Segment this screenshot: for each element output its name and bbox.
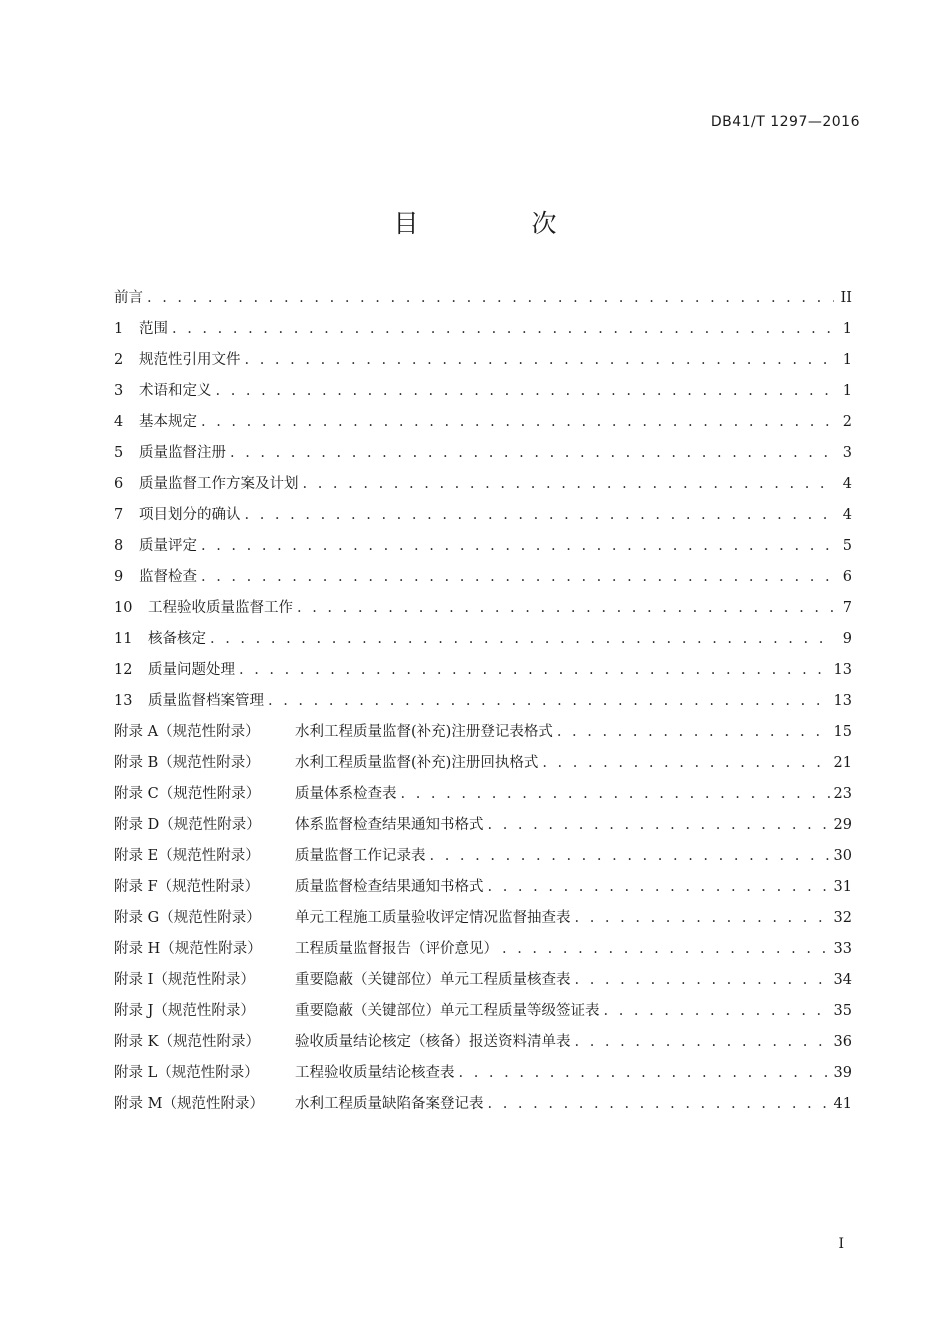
appendix-label: 附录 M（规范性附录）	[114, 1096, 264, 1112]
toc-entry-10[interactable]	[114, 596, 852, 627]
toc-entry-page: 15	[833, 724, 852, 740]
toc-leader-dots	[201, 569, 834, 585]
toc-entry-7[interactable]	[114, 503, 852, 534]
toc-leader-dots	[401, 786, 830, 802]
toc-entry-page: 3	[842, 445, 852, 461]
toc-entry-page: 4	[842, 507, 852, 523]
toc-entry-page: 13	[833, 662, 852, 678]
toc-entry-page: 1	[842, 383, 852, 399]
toc-entry-page: 4	[842, 476, 852, 492]
toc-leader-dots	[575, 1034, 830, 1050]
appendix-label: 附录 L（规范性附录）	[114, 1065, 259, 1081]
toc-entry-11[interactable]	[114, 627, 852, 658]
appendix-label: 附录 B（规范性附录）	[114, 755, 260, 771]
toc-appendix-e[interactable]	[114, 844, 852, 875]
toc-leader-dots	[502, 941, 830, 957]
toc-entry-number: 5	[114, 445, 124, 461]
toc-entry-number: 12	[114, 662, 133, 678]
toc-leader-dots	[488, 879, 830, 895]
toc-leader-dots	[201, 414, 834, 430]
toc-leader-dots	[303, 476, 835, 492]
appendix-label: 附录 G（规范性附录）	[114, 910, 261, 926]
toc-entry-number: 1	[114, 321, 124, 337]
toc-leader-dots	[245, 507, 835, 523]
toc-entry-page: 6	[842, 569, 852, 585]
appendix-label: 附录 D（规范性附录）	[114, 817, 261, 833]
toc-appendix-k[interactable]	[114, 1030, 852, 1061]
appendix-title: 单元工程施工质量验收评定情况监督抽查表	[295, 910, 571, 926]
toc-entry-page: 1	[842, 321, 852, 337]
toc-leader-dots	[147, 290, 834, 306]
toc-leader-dots	[542, 755, 829, 771]
toc-entry-number: 7	[114, 507, 124, 523]
toc-entry-title: 规范性引用文件	[139, 352, 241, 368]
appendix-title: 质量监督检查结果通知书格式	[295, 879, 484, 895]
toc-entry-page: 1	[842, 352, 852, 368]
appendix-label: 附录 I（规范性附录）	[114, 972, 255, 988]
toc-entry-number: 9	[114, 569, 124, 585]
toc-entry-page: 30	[833, 848, 852, 864]
appendix-label: 附录 C（规范性附录）	[114, 786, 261, 802]
toc-entry-page: 13	[833, 693, 852, 709]
toc-entry-page: II	[840, 290, 852, 306]
toc-entry-number: 8	[114, 538, 124, 554]
toc-title: 目 次	[393, 209, 601, 238]
toc-entry-title: 质量评定	[139, 538, 197, 554]
toc-leader-dots	[575, 910, 830, 926]
toc-entry-9[interactable]	[114, 565, 852, 596]
appendix-label: 附录 A（规范性附录）	[114, 724, 260, 740]
appendix-title: 工程验收质量结论核查表	[295, 1065, 455, 1081]
toc-entry-number: 11	[114, 631, 133, 647]
toc-leader-dots	[230, 445, 834, 461]
toc-entry-page: 34	[833, 972, 852, 988]
toc-entry-page: 32	[833, 910, 852, 926]
toc-appendix-i[interactable]	[114, 968, 852, 999]
appendix-label: 附录 J（规范性附录）	[114, 1003, 255, 1019]
appendix-label: 附录 E（规范性附录）	[114, 848, 260, 864]
toc-entry-number: 2	[114, 352, 124, 368]
toc-entry-page: 2	[842, 414, 852, 430]
toc-entry-page: 33	[833, 941, 852, 957]
toc-appendix-c[interactable]	[114, 782, 852, 813]
toc-appendix-m[interactable]	[114, 1092, 852, 1123]
toc-entry-13[interactable]	[114, 689, 852, 720]
toc-entry-number: 13	[114, 693, 133, 709]
toc-entry-page: 29	[833, 817, 852, 833]
appendix-title: 水利工程质量监督(补充)注册回执格式	[295, 755, 539, 771]
toc-appendix-d[interactable]	[114, 813, 852, 844]
toc-entry-5[interactable]	[114, 441, 852, 472]
appendix-title: 工程质量监督报告（评价意见）	[295, 941, 498, 957]
toc-leader-dots	[575, 972, 830, 988]
appendix-title: 质量体系检查表	[295, 786, 397, 802]
toc-leader-dots	[216, 383, 835, 399]
toc-appendix-h[interactable]	[114, 937, 852, 968]
toc-leader-dots	[245, 352, 835, 368]
toc-appendix-l[interactable]	[114, 1061, 852, 1092]
page-number: I	[838, 1236, 844, 1252]
toc-entry-title: 质量问题处理	[148, 662, 235, 678]
appendix-title: 重要隐蔽（关键部位）单元工程质量等级签证表	[295, 1003, 600, 1019]
toc-entry-8[interactable]	[114, 534, 852, 565]
toc-entry-title: 核备核定	[148, 631, 206, 647]
toc-leader-dots	[459, 1065, 830, 1081]
toc-entry-page: 35	[833, 1003, 852, 1019]
toc-entry-3[interactable]	[114, 379, 852, 410]
toc-entry-number: 3	[114, 383, 124, 399]
toc-entry-number: 4	[114, 414, 124, 430]
toc-entry-foreword[interactable]	[114, 286, 852, 317]
appendix-title: 水利工程质量缺陷备案登记表	[295, 1096, 484, 1112]
toc-appendix-a[interactable]	[114, 720, 852, 751]
toc-entry-6[interactable]	[114, 472, 852, 503]
toc-entry-title: 前言	[114, 290, 143, 306]
appendix-label: 附录 K（规范性附录）	[114, 1034, 260, 1050]
table-of-contents	[114, 286, 852, 1123]
toc-leader-dots	[172, 321, 834, 337]
toc-leader-dots	[210, 631, 834, 647]
toc-entry-4[interactable]	[114, 410, 852, 441]
toc-leader-dots	[268, 693, 830, 709]
toc-appendix-f[interactable]	[114, 875, 852, 906]
toc-entry-title: 项目划分的确认	[139, 507, 241, 523]
toc-entry-title: 质量监督注册	[139, 445, 226, 461]
toc-leader-dots	[488, 1096, 830, 1112]
toc-entry-title: 范围	[139, 321, 168, 337]
toc-leader-dots	[297, 600, 834, 616]
toc-entry-title: 术语和定义	[139, 383, 212, 399]
toc-entry-page: 39	[833, 1065, 852, 1081]
appendix-title: 质量监督工作记录表	[295, 848, 426, 864]
document-code: DB41/T 1297—2016	[710, 114, 860, 130]
toc-entry-2[interactable]	[114, 348, 852, 379]
appendix-label: 附录 F（规范性附录）	[114, 879, 260, 895]
toc-entry-page: 41	[833, 1096, 852, 1112]
toc-entry-page: 21	[833, 755, 852, 771]
toc-leader-dots	[604, 1003, 830, 1019]
appendix-title: 验收质量结论核定（核备）报送资料清单表	[295, 1034, 571, 1050]
toc-appendix-g[interactable]	[114, 906, 852, 937]
toc-entry-page: 23	[833, 786, 852, 802]
toc-entry-page: 7	[842, 600, 852, 616]
appendix-label: 附录 H（规范性附录）	[114, 941, 262, 957]
toc-entry-title: 质量监督工作方案及计划	[139, 476, 299, 492]
toc-entry-number: 10	[114, 600, 133, 616]
toc-appendix-b[interactable]	[114, 751, 852, 782]
toc-entry-title: 质量监督档案管理	[148, 693, 264, 709]
toc-leader-dots	[239, 662, 830, 678]
toc-entry-title: 工程验收质量监督工作	[148, 600, 293, 616]
toc-entry-1[interactable]	[114, 317, 852, 348]
toc-entry-page: 5	[842, 538, 852, 554]
toc-leader-dots	[488, 817, 830, 833]
toc-entry-title: 基本规定	[139, 414, 197, 430]
toc-entry-page: 36	[833, 1034, 852, 1050]
toc-leader-dots	[557, 724, 830, 740]
toc-entry-page: 9	[842, 631, 852, 647]
toc-leader-dots	[430, 848, 830, 864]
toc-entry-number: 6	[114, 476, 124, 492]
toc-entry-title: 监督检查	[139, 569, 197, 585]
toc-appendix-j[interactable]	[114, 999, 852, 1030]
toc-entry-12[interactable]	[114, 658, 852, 689]
toc-leader-dots	[201, 538, 834, 554]
appendix-title: 水利工程质量监督(补充)注册登记表格式	[295, 724, 553, 740]
toc-entry-page: 31	[833, 879, 852, 895]
appendix-title: 重要隐蔽（关键部位）单元工程质量核查表	[295, 972, 571, 988]
appendix-title: 体系监督检查结果通知书格式	[295, 817, 484, 833]
